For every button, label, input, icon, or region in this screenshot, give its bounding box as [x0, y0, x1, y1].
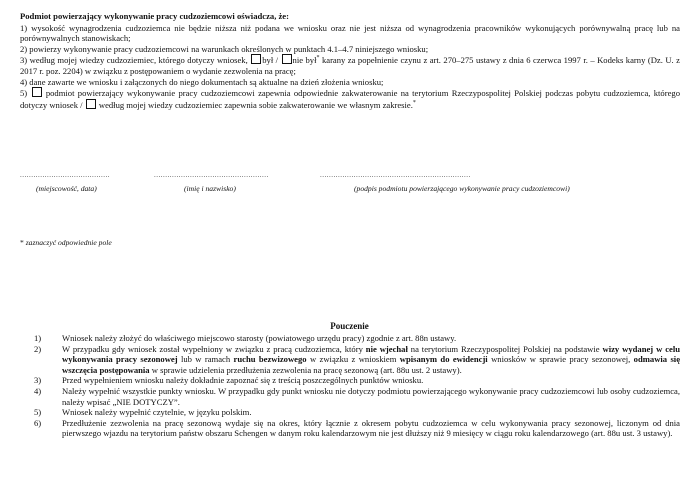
- checkbox-was-not-convicted[interactable]: [282, 54, 292, 64]
- declaration-item-5: [20, 87, 680, 110]
- signature-caption: (podpis podmiotu powierzającego wykonywanie pracy cudzoziemcowi): [354, 184, 570, 193]
- name-caption: (imię i nazwisko): [184, 184, 236, 193]
- instruction-emphasis: ruchu bezwizowego: [233, 354, 307, 365]
- checkbox-employer-accommodation[interactable]: [32, 87, 42, 97]
- footnote-text: zaznaczyć odpowiednie pole: [25, 238, 112, 247]
- instruction-text: Przedłużenie zezwolenia na pracę sezonową wydaje się na okres, który łącznie z okresem pobytu cudzoziemca w celu wykonywania pracy sezonowej, liczonym od dnia pierwszego wjazdu na terytorium państw obszaru Schengen w danym roku kalendarzowym nie jest dłuższy niż 9 miesięcy w ciągu roku kalendarzowego (art. 88u ust. 3 ustawy).: [62, 417, 680, 439]
- instruction-number: 4): [34, 385, 42, 396]
- instruction-text: lub w ramach: [177, 354, 234, 365]
- instruction-number: 2): [34, 343, 42, 354]
- instruction-emphasis: wpisanym do ewidencji: [399, 354, 488, 365]
- instruction-number: 5): [34, 407, 42, 418]
- instruction-item: [34, 375, 680, 386]
- declaration-item-3-rest: karany za popełnienie czynu z art. 270–275 ustawy z dnia 6 czerwca 1997 r. – Kodeks karny (Dz. U. z 2017 r. poz. 2204) w związku z postępowaniem o wydanie zezwolenia na pracę;: [20, 55, 680, 76]
- option-was-not-convicted: nie był: [292, 55, 317, 66]
- signature-line[interactable]: ...................................................................: [320, 171, 471, 179]
- declaration-item-2: 2) powierzy wykonywanie pracy cudzoziemcowi na warunkach określonych w punktach 4.1–4.7 niniejszego wniosku;: [20, 43, 429, 54]
- instruction-emphasis: nie wjechał: [365, 343, 408, 354]
- option-was-convicted: był /: [262, 55, 279, 66]
- declaration-item-3-intro: 3) według mojej wiedzy cudzoziemiec, którego dotyczy wniosek,: [20, 55, 248, 66]
- instruction-emphasis: odmawia się wszczęcia postępowania: [62, 354, 681, 375]
- instruction-item: [34, 407, 680, 418]
- footnote-marker: *: [412, 99, 416, 106]
- instructions-list: [34, 333, 680, 439]
- instruction-item: [34, 344, 680, 376]
- checkbox-own-accommodation[interactable]: [86, 99, 96, 109]
- name-line[interactable]: ...................................................: [154, 171, 269, 179]
- instruction-text: na terytorium Rzeczypospolitej Polskiej na podstawie: [407, 343, 603, 354]
- instruction-item: [34, 333, 680, 344]
- signature-section: [20, 170, 680, 196]
- footnote: [20, 238, 112, 249]
- instruction-text: Wniosek należy wypełnić czytelnie, w języku polskim.: [62, 407, 252, 418]
- footnote-marker: *: [316, 55, 320, 62]
- footnote-star: *: [20, 238, 24, 247]
- instruction-text: w związku z wnioskiem: [306, 354, 400, 365]
- declaration-section: [20, 11, 680, 110]
- declaration-item-1: 1) wysokość wynagrodzenia cudzoziemca nie będzie niższa niż podana we wniosku oraz nie jest niższa od wynagrodzenia pracowników wykonujących porównywalną pracę lub na porównywalnych stanowiskach;: [20, 22, 680, 44]
- instruction-number: 6): [34, 417, 42, 428]
- instruction-text: Przed wypełnieniem wniosku należy dokładnie zapoznać się z treścią poszczególnych punktów wniosku.: [62, 375, 424, 386]
- option-employer-accommodation: podmiot powierzający wykonywanie pracy cudzoziemcowi zapewnia odpowiednie zakwaterowanie na terytorium Rzeczypospolitej Polskiej podczas pobytu cudzoziemca, którego dotyczy wniosek /: [20, 88, 681, 110]
- instruction-text: w sprawie udzielenia przedłużenia zezwolenia na pracę sezonową (art. 88u ust. 2 ustawy).: [149, 364, 462, 375]
- declaration-heading: Podmiot powierzający wykonywanie pracy cudzoziemcowi oświadcza, że:: [20, 11, 289, 21]
- instruction-number: 3): [34, 375, 42, 386]
- place-date-line[interactable]: ........................................: [20, 171, 110, 179]
- instruction-text: wniosków w sprawie pracy sezonowej,: [487, 354, 634, 365]
- instruction-text: Należy wypełnić wszystkie punkty wniosku. W przypadku gdy punkt wniosku nie dotyczy podmiotu powierzającego wykonywanie pracy cudzoziemcowi lub osoby cudzoziemca, należy wpisać „NIE DOTYCZY”.: [62, 385, 680, 407]
- declaration-item-4: 4) dane zawarte we wniosku i załączonych do niego dokumentach są aktualne na dzień złożenia wniosku;: [20, 76, 384, 87]
- place-date-caption: (miejscowość, data): [36, 184, 97, 193]
- instruction-text: Wniosek należy złożyć do właściwego miejscowo starosty (powiatowego urzędu pracy) zgodnie z art. 88n ustawy.: [62, 333, 457, 343]
- instruction-item: [34, 418, 680, 439]
- declaration-item-3: [20, 54, 680, 76]
- instruction-number: 1): [34, 333, 42, 343]
- instruction-text: W przypadku gdy wniosek został wypełniony w związku z pracą cudzoziemca, który: [62, 343, 366, 354]
- declaration-item-5-number: 5): [20, 88, 28, 99]
- instruction-emphasis: wizy wydanej w celu wykonywania pracy sezonowej: [62, 343, 681, 365]
- option-own-accommodation: według mojej wiedzy cudzoziemiec zapewnia sobie zakwaterowanie we własnym zakresie.: [98, 99, 413, 110]
- instructions-title: Pouczenie: [330, 321, 369, 331]
- checkbox-was-convicted[interactable]: [251, 54, 261, 64]
- instruction-item: [34, 386, 680, 407]
